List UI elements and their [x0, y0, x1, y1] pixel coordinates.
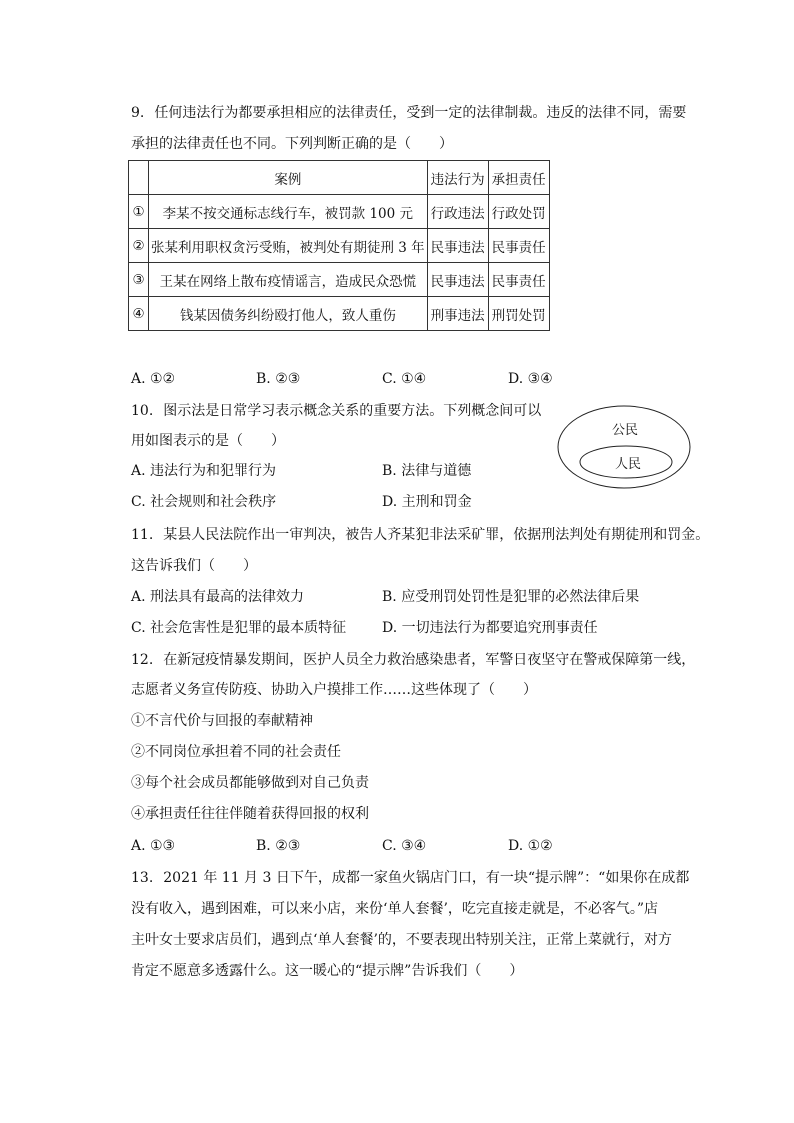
outer-label: 公民	[612, 423, 639, 438]
q9-line1: 9. 任何违法行为都要承担相应的法律责任，受到一定的法律制裁。违反的法律不同，需要	[131, 105, 687, 121]
q9-table	[128, 160, 550, 331]
table-cell: 李某不按交通标志线行车，被罚款 100 元	[149, 195, 428, 229]
q13-line1: 13. 2021 年 11 月 3 日下午，成都一家鱼火锅店门口，有一块“提示牌”：“如果你在成都	[131, 870, 690, 886]
q12-option-b[interactable]: B. ②③	[256, 838, 301, 854]
table-header-cell	[129, 161, 149, 195]
q12-number: 12.	[131, 652, 154, 668]
q12-option-d[interactable]: D. ①②	[508, 838, 553, 854]
table-header-cell: 案例	[149, 161, 428, 195]
q10-option-c[interactable]: C. 社会规则和社会秩序	[131, 494, 277, 510]
q9-option-c[interactable]: C. ①④	[382, 371, 427, 387]
table-header-cell: 违法行为	[427, 161, 488, 195]
q10-line1: 10. 图示法是日常学习表示概念关系的重要方法。下列概念间可以	[131, 403, 542, 419]
q11-option-d[interactable]: D. 一切违法行为都要追究刑事责任	[382, 620, 598, 636]
q12-line2: 志愿者义务宣传防疫、协助入户摸排工作……这些体现了（ ）	[131, 682, 537, 698]
q11-option-c[interactable]: C. 社会危害性是犯罪的最本质特征	[131, 620, 347, 636]
q9-option-a[interactable]: A. ①②	[131, 371, 176, 387]
q13-line4: 肯定不愿意多透露什么。这一暖心的“提示牌”告诉我们（ ）	[131, 963, 524, 979]
table-cell: 刑事违法	[427, 297, 488, 331]
q13-number: 13.	[131, 870, 154, 886]
q9-option-d[interactable]: D. ③④	[508, 371, 553, 387]
q10-option-a[interactable]: A. 违法行为和犯罪行为	[131, 463, 277, 479]
q11-option-b[interactable]: B. 应受刑罚处罚性是犯罪的必然法律后果	[382, 589, 640, 605]
table-cell: 刑罚处罚	[488, 297, 549, 331]
q12-statement-1: ①不言代价与回报的奉献精神	[131, 713, 313, 729]
inner-label: 人民	[615, 457, 642, 472]
table-row	[129, 195, 550, 229]
table-cell: 民事责任	[488, 263, 549, 297]
table-cell: 民事违法	[427, 263, 488, 297]
q11-line1: 11. 某县人民法院作出一审判决，被告人齐某犯非法采矿罪，依据刑法判处有期徒刑和罚金。	[131, 527, 710, 543]
table-cell: 民事责任	[488, 229, 549, 263]
table-cell: 王某在网络上散布疫情谣言，造成民众恐慌	[149, 263, 428, 297]
table-row	[129, 263, 550, 297]
table-cell: ④	[129, 297, 149, 331]
q12-option-a[interactable]: A. ①③	[131, 838, 176, 854]
q10-option-b[interactable]: B. 法律与道德	[382, 463, 472, 479]
table-cell: 行政违法	[427, 195, 488, 229]
table-cell: 张某利用职权贪污受贿，被判处有期徒刑 3 年	[149, 229, 428, 263]
q13-line2: 没有收入，遇到困难，可以来小店，来份‘单人套餐’，吃完直接走就是，不必客气。”店	[131, 901, 659, 917]
q11-number: 11.	[131, 527, 154, 543]
q11-line2: 这告诉我们（ ）	[131, 558, 257, 574]
q9-number: 9.	[131, 105, 145, 121]
q11-option-a[interactable]: A. 刑法具有最高的法律效力	[131, 589, 305, 605]
table-cell: 行政处罚	[488, 195, 549, 229]
q10-venn-diagram	[556, 404, 692, 490]
table-header-cell: 承担责任	[488, 161, 549, 195]
table-cell: 钱某因债务纠纷殴打他人，致人重伤	[149, 297, 428, 331]
venn-svg	[556, 404, 692, 490]
q10-number: 10.	[131, 403, 154, 419]
q12-statement-4: ④承担责任往往伴随着获得回报的权利	[131, 806, 369, 822]
q9-option-b[interactable]: B. ②③	[256, 371, 301, 387]
table-cell: ③	[129, 263, 149, 297]
table-cell: ①	[129, 195, 149, 229]
q10-option-d[interactable]: D. 主刑和罚金	[382, 494, 472, 510]
q10-line2: 用如图表示的是（ ）	[131, 433, 285, 449]
q12-statement-3: ③每个社会成员都能够做到对自己负责	[131, 775, 369, 791]
table-cell: ②	[129, 229, 149, 263]
q12-statement-2: ②不同岗位承担着不同的社会责任	[131, 744, 341, 760]
q12-option-c[interactable]: C. ③④	[382, 838, 427, 854]
table-header-row	[129, 161, 550, 195]
q13-line3: 主叶女士要求店员们，遇到点‘单人套餐’的，不要表现出特别关注，正常上菜就行，对方	[131, 932, 672, 948]
q9-line2: 承担的法律责任也不同。下列判断正确的是（ ）	[131, 136, 453, 152]
q12-line1: 12. 在新冠疫情暴发期间，医护人员全力救治感染患者，军警日夜坚守在警戒保障第一线，	[131, 652, 696, 668]
table-row	[129, 297, 550, 331]
table-row	[129, 229, 550, 263]
table-cell: 民事违法	[427, 229, 488, 263]
